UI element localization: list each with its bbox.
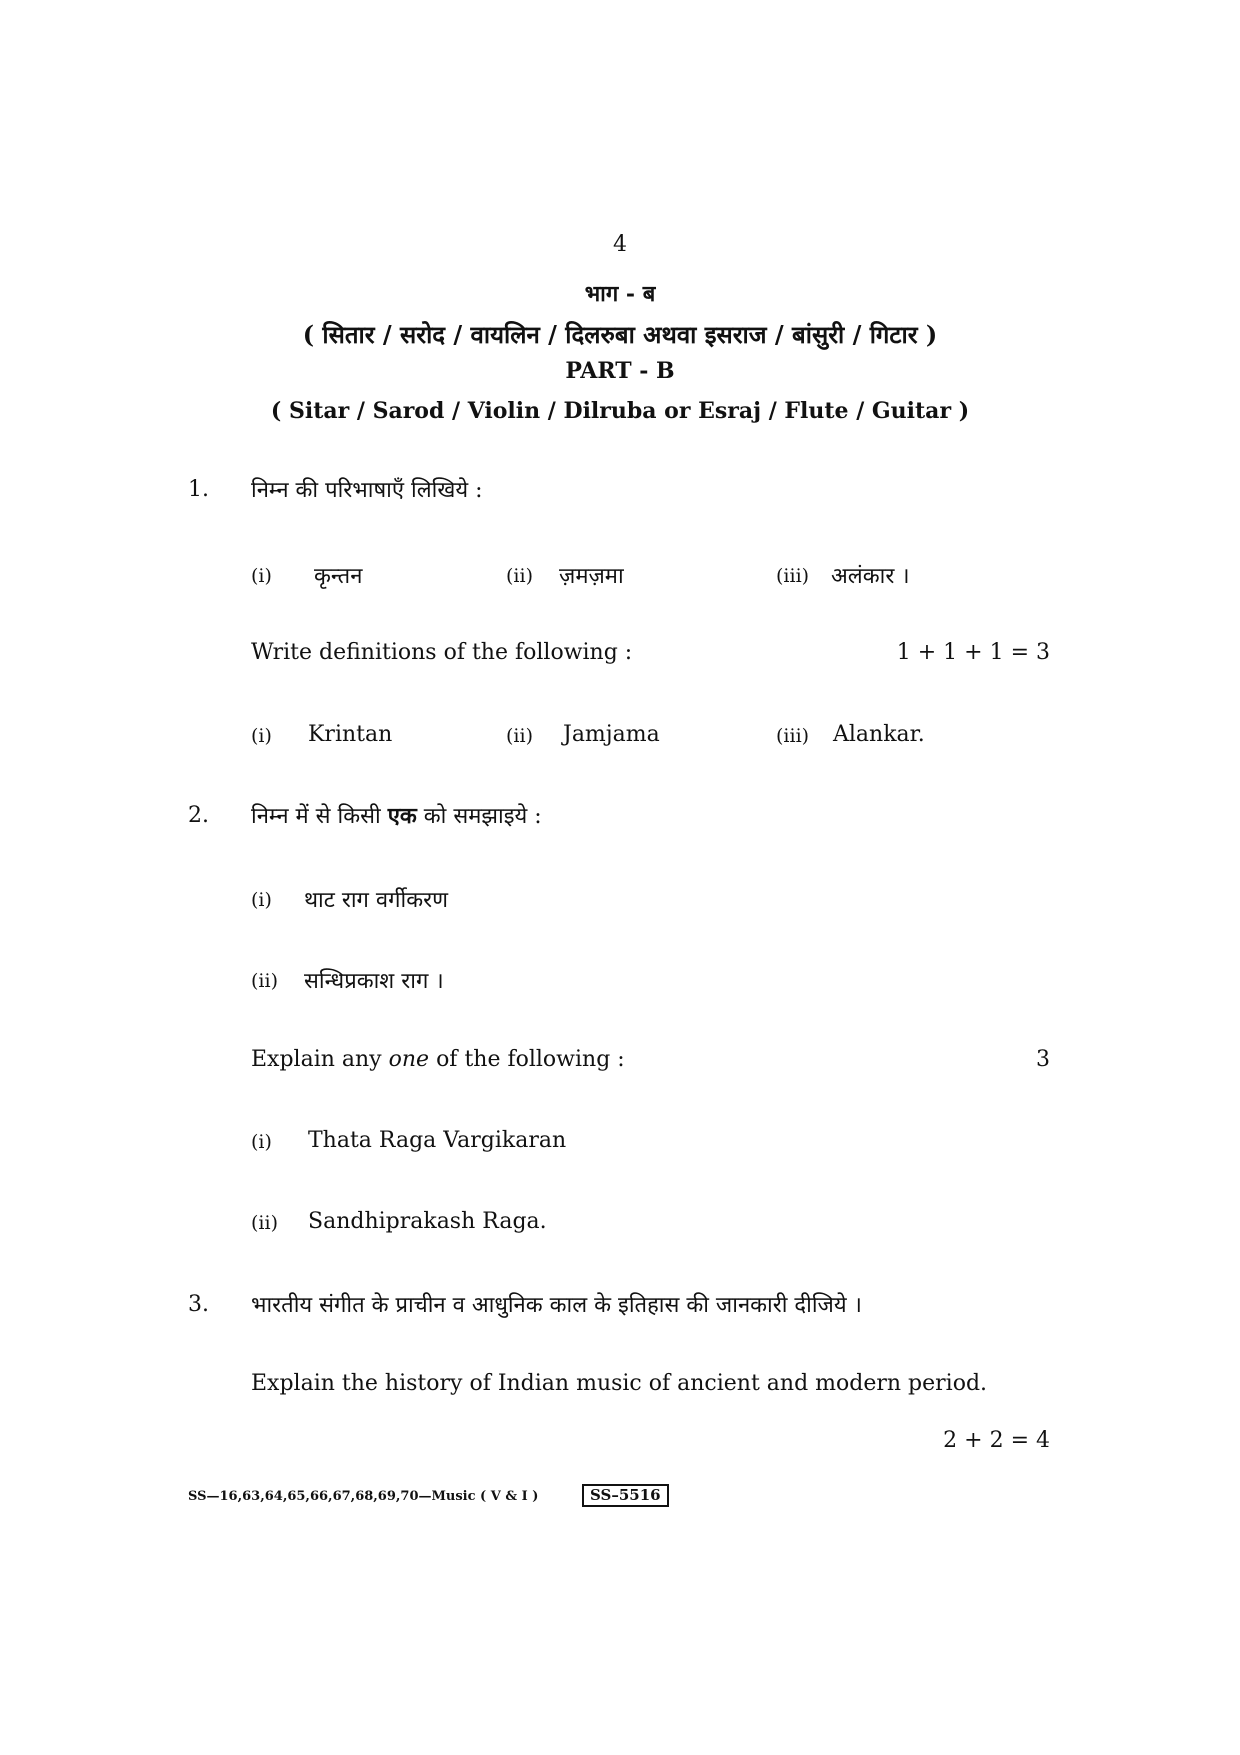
hindi-instruments-heading: ( सितार / सरोद / वायलिन / दिलरुबा अथवा इसराज / बांसुरी / गिटार ) [302, 320, 938, 349]
question-hindi-text [251, 800, 542, 830]
option-label: (i) [251, 889, 272, 911]
option-hindi-text: अलंकार । [831, 564, 910, 589]
page-number: 4 [613, 232, 627, 257]
option-english-text: Krintan [308, 722, 393, 747]
question-hindi-text-after: को समझाइये : [423, 804, 542, 829]
question-english-emphasis: one [388, 1047, 430, 1072]
marks: 1 + 1 + 1 = 3 [896, 640, 1050, 665]
option-label: (ii) [506, 565, 533, 587]
option-label: (i) [251, 565, 272, 587]
option-label: (ii) [251, 1212, 278, 1234]
option-label: (iii) [776, 725, 810, 747]
question-hindi-emphasis: एक [387, 803, 417, 829]
option-english-text: Thata Raga Vargikaran [308, 1128, 567, 1153]
option-english-text: Alankar. [833, 722, 925, 747]
option-label: (iii) [776, 565, 810, 587]
option-english-text: Sandhiprakash Raga. [308, 1209, 547, 1234]
english-part-heading: PART - B [565, 358, 675, 384]
option-label: (i) [251, 1131, 272, 1153]
option-hindi-text: ज़मज़मा [559, 564, 624, 589]
option-label: (i) [251, 725, 272, 747]
option-hindi-text: थाट राग वर्गीकरण [304, 888, 449, 913]
question-hindi-text: निम्न की परिभाषाएँ लिखिये : [251, 478, 483, 503]
marks: 2 + 2 = 4 [943, 1428, 1050, 1453]
question-number: 1. [188, 477, 209, 502]
question-english-text-after: of the following : [436, 1047, 625, 1072]
footer-subject-code: SS—16,63,64,65,66,67,68,69,70—Music ( V & I ) [188, 1489, 539, 1504]
question-english-text-before: Explain any [251, 1047, 382, 1072]
question-english-text: Write definitions of the following : [251, 640, 633, 665]
option-hindi-text: सन्धिप्रकाश राग । [304, 969, 444, 994]
option-english-text: Jamjama [563, 722, 660, 747]
option-label: (ii) [506, 725, 533, 747]
marks: 3 [1036, 1047, 1050, 1072]
option-label: (ii) [251, 970, 278, 992]
question-hindi-text-before: निम्न में से किसी [251, 804, 381, 829]
question-number: 3. [188, 1292, 209, 1317]
question-english-text [251, 1047, 625, 1072]
hindi-part-heading: भाग - ब [584, 281, 656, 307]
question-english-text: Explain the history of Indian music of ancient and modern period. [251, 1371, 988, 1396]
footer-paper-code: SS–5516 [582, 1484, 669, 1507]
option-hindi-text: कृन्तन [314, 564, 363, 589]
question-hindi-text: भारतीय संगीत के प्राचीन व आधुनिक काल के इतिहास की जानकारी दीजिये । [251, 1293, 862, 1318]
english-instruments-heading: ( Sitar / Sarod / Violin / Dilruba or Esraj / Flute / Guitar ) [270, 398, 970, 424]
question-number: 2. [188, 803, 209, 828]
